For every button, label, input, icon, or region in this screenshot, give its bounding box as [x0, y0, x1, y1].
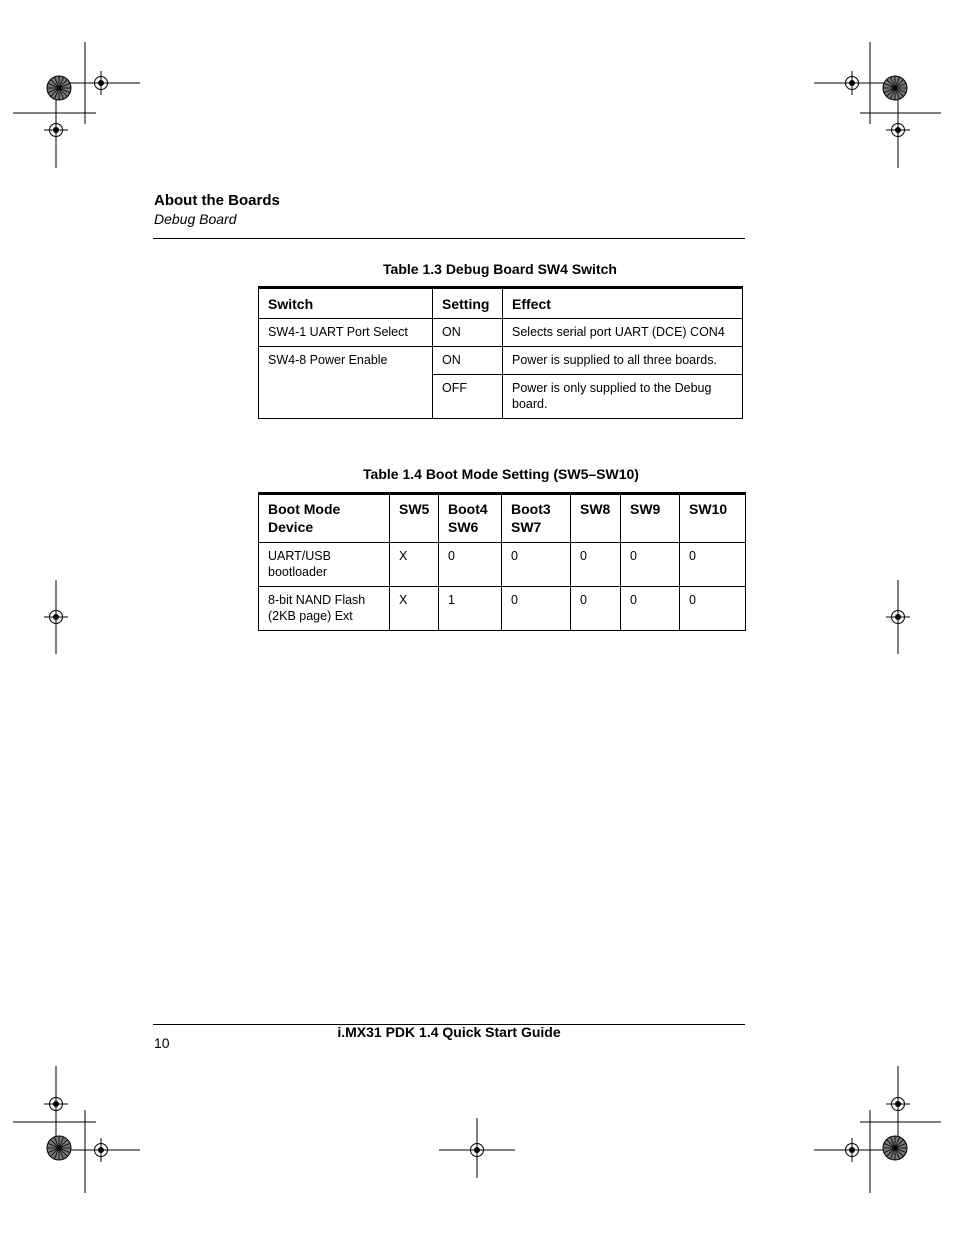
table-1-4-caption: Table 1.4 Boot Mode Setting (SW5–SW10) [363, 466, 639, 482]
header-rule [153, 238, 745, 239]
effect-cell: Power is supplied to all three boards. [503, 347, 743, 375]
sw9-cell: 0 [621, 587, 680, 631]
sw9-cell: 0 [621, 543, 680, 587]
boot-device-cell: 8-bit NAND Flash (2KB page) Ext [259, 587, 390, 631]
column-header-boot4-sw6: Boot4 SW6 [439, 494, 502, 543]
column-header-effect: Effect [503, 288, 743, 319]
table-row [259, 543, 746, 587]
setting-cell: ON [433, 347, 503, 375]
effect-cell: Power is only supplied to the Debug board. [503, 375, 743, 419]
switch-cell: SW4-1 UART Port Select [259, 319, 433, 347]
sw6-cell: 0 [439, 543, 502, 587]
column-header-boot3-sw7: Boot3 SW7 [502, 494, 571, 543]
table-1-3-caption: Table 1.3 Debug Board SW4 Switch [383, 261, 617, 277]
table-row [259, 319, 743, 347]
column-header-sw5: SW5 [390, 494, 439, 543]
column-header-boot-mode-device: Boot Mode Device [259, 494, 390, 543]
sw5-cell: X [390, 543, 439, 587]
column-header-sw8: SW8 [571, 494, 621, 543]
sw6-cell: 1 [439, 587, 502, 631]
setting-cell: ON [433, 319, 503, 347]
switch-cell: SW4-8 Power Enable [259, 347, 433, 419]
table-header-row [259, 494, 746, 543]
column-header-sw10: SW10 [680, 494, 746, 543]
debug-board-sw4-switch-table [258, 286, 743, 419]
page-number: 10 [154, 1035, 170, 1051]
sw8-cell: 0 [571, 543, 621, 587]
column-header-setting: Setting [433, 288, 503, 319]
setting-cell: OFF [433, 375, 503, 419]
sw10-cell: 0 [680, 587, 746, 631]
running-header-chapter: About the Boards [154, 192, 280, 209]
column-header-sw9: SW9 [621, 494, 680, 543]
sw10-cell: 0 [680, 543, 746, 587]
sw7-cell: 0 [502, 543, 571, 587]
effect-cell: Selects serial port UART (DCE) CON4 [503, 319, 743, 347]
footer-title: i.MX31 PDK 1.4 Quick Start Guide [337, 1024, 561, 1040]
column-header-switch: Switch [259, 288, 433, 319]
sw8-cell: 0 [571, 587, 621, 631]
boot-device-cell: UART/USB bootloader [259, 543, 390, 587]
sw5-cell: X [390, 587, 439, 631]
boot-mode-setting-table [258, 492, 746, 631]
table-row [259, 587, 746, 631]
running-header-section: Debug Board [154, 211, 237, 227]
table-header-row [259, 288, 743, 319]
sw7-cell: 0 [502, 587, 571, 631]
table-row [259, 347, 743, 375]
